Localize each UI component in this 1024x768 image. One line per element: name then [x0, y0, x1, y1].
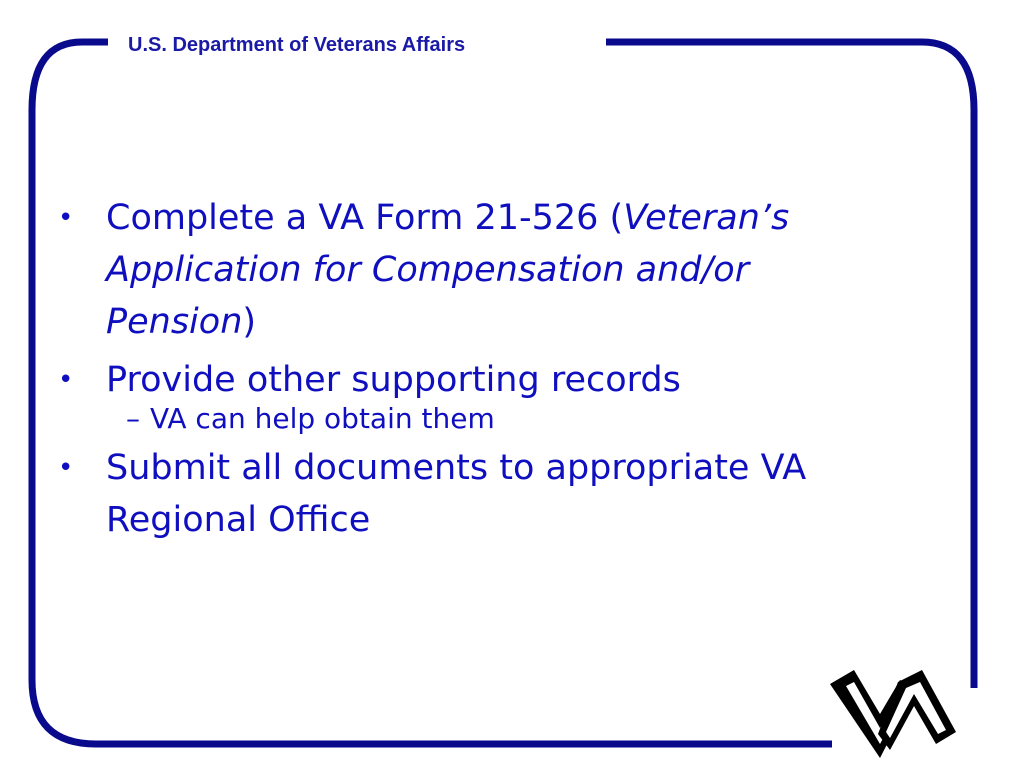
bullet-text-end: )	[242, 302, 257, 342]
bullet-text: Complete a VA Form 21-526 (	[106, 198, 624, 238]
bullet-text: Provide other supporting records	[106, 360, 681, 400]
bullet-marker: •	[58, 453, 74, 483]
bullet-marker: •	[58, 203, 74, 233]
sub-bullet-marker: –	[126, 402, 140, 435]
bullet-item-1	[52, 192, 892, 348]
bullet-item-3	[52, 442, 892, 546]
sub-bullet-text: VA can help obtain them	[150, 402, 495, 435]
department-title: U.S. Department of Veterans Affairs	[128, 34, 466, 56]
bullet-text-italic: Veteran’s Application for Compensation and/or Pension	[106, 198, 790, 342]
bullet-marker: •	[58, 365, 74, 395]
bullet-text: Submit all documents to appropriate VA Regional Office	[106, 448, 807, 540]
va-logo-icon	[828, 662, 958, 760]
bullet-item-2	[52, 354, 892, 406]
bullet-list	[52, 192, 892, 546]
sub-bullet-item	[52, 402, 892, 436]
